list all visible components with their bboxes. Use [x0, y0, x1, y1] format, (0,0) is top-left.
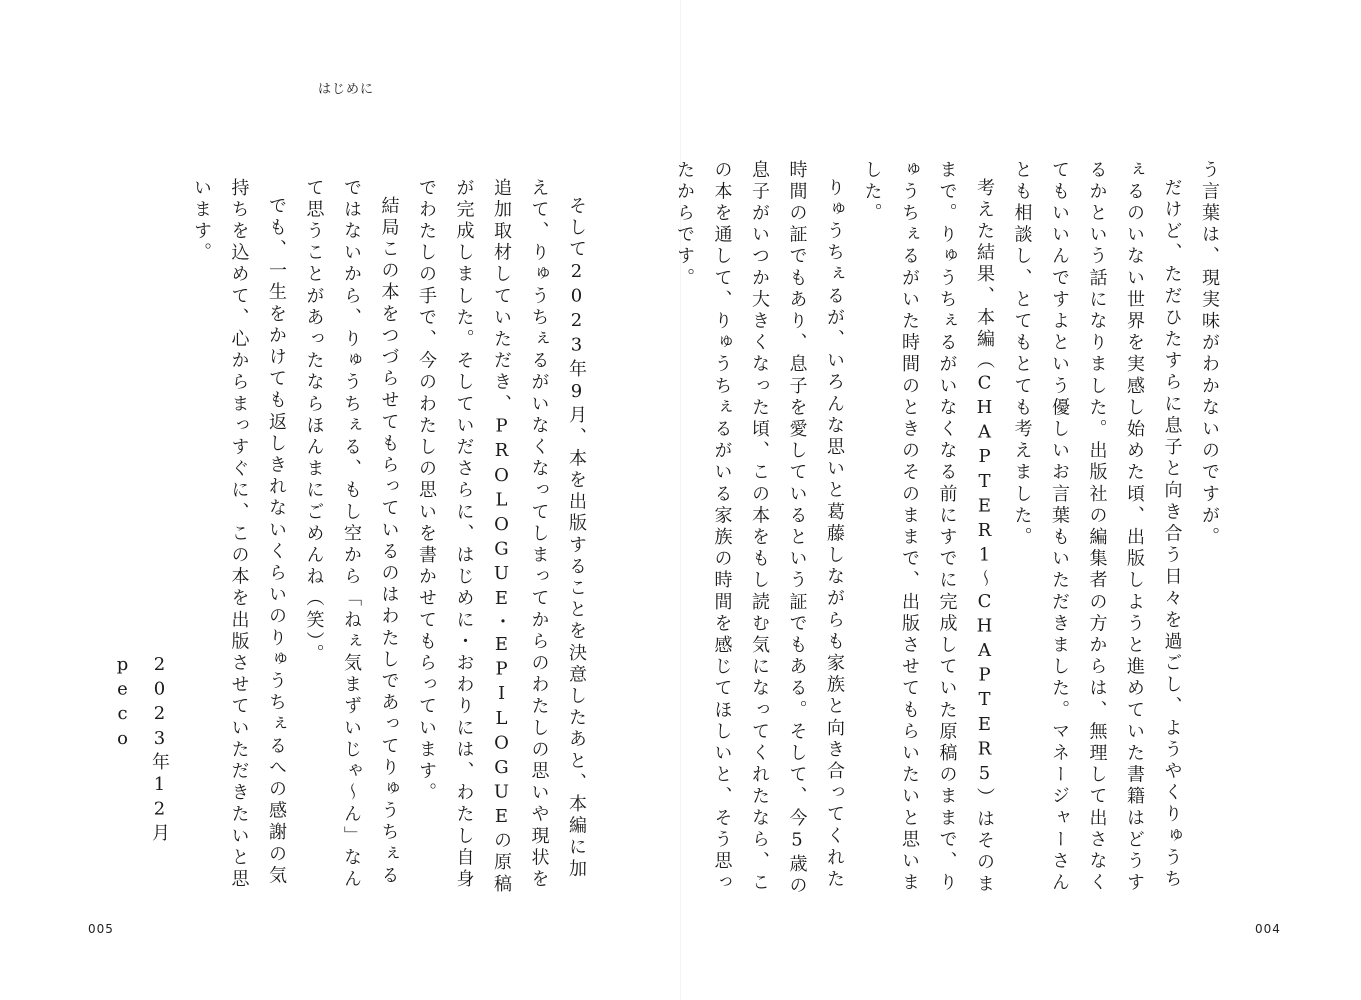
page-004-paragraph: だけど、ただひたすらに息子と向き合う日々を過ごし、ようやくりゅうちぇるのいない世界を実感し始めた頃、出版しようと進めていた書籍はどうするかという話になりました。出版社の編集者の方からは、無理して出さなくてもいいんですよという優しいお言葉もいただきました。マネージャーさんとも相談し、とてもとても考えました。 — [1011, 160, 1183, 895]
page-005-paragraph: そして2023年9月、本を出版することを決意したあと、本編に加えて、りゅうちぇるがいなくなってしまってからのわたしの思いや現状を追加取材していただき、PROLOGUE・EPILOGUEの原稿が完成しました。そしていださらに、はじめに・おわりには、わたし自身でわたしの手で、今のわたしの思いを書かせてもらっています。 — [416, 178, 587, 896]
page-number-right: 004 — [1255, 922, 1281, 936]
page-005-body — [191, 178, 595, 898]
signature-name: peco — [112, 654, 133, 753]
page-number-left: 005 — [88, 922, 114, 936]
page-004-body — [674, 160, 1228, 900]
page-004-paragraph: 考えた結果、本編（CHAPTER1〜CHAPTER5）はそのままで。りゅうちぇるがいなくなる前にすでに完成していた原稿のままで、りゅうちぇるがいた時間のときのそのままで、出版させてもらいたいと思いました。 — [861, 160, 995, 896]
page-004-paragraph: りゅうちぇるが、いろんな思いと葛藤しながらも家族と向き合ってくれた時間の証でもあり、息子を愛しているという証でもある。そして、今5歳の息子がいつか大きくなった頃、この本をもし読む気になってくれたなら、この本を通して、りゅうちぇるがいる家族の時間を感じてほしいと、そう思ったからです。 — [674, 160, 845, 898]
page-004-paragraph: う言葉は、現実味がわかないのですが。 — [1199, 160, 1220, 549]
signature-date: 2023年12月 — [149, 654, 170, 845]
running-title: はじめに — [318, 82, 375, 97]
signature — [108, 654, 178, 854]
page-005-paragraph: 結局この本をつづらせてもらっているのはわたしであってりゅうちぇるではないから、りゅうちぇる、もし空から「ねぇ気まずいじゃ〜ん」なんて思うことがあったならほんまにごめんね（笑）。 — [303, 178, 400, 891]
page-005-paragraph: でも、一生をかけても返しきれないくらいのりゅうちぇるへの感謝の気持ちを込めて、心からまっすぐに、この本を出版させていただきたいと思います。 — [191, 178, 287, 891]
